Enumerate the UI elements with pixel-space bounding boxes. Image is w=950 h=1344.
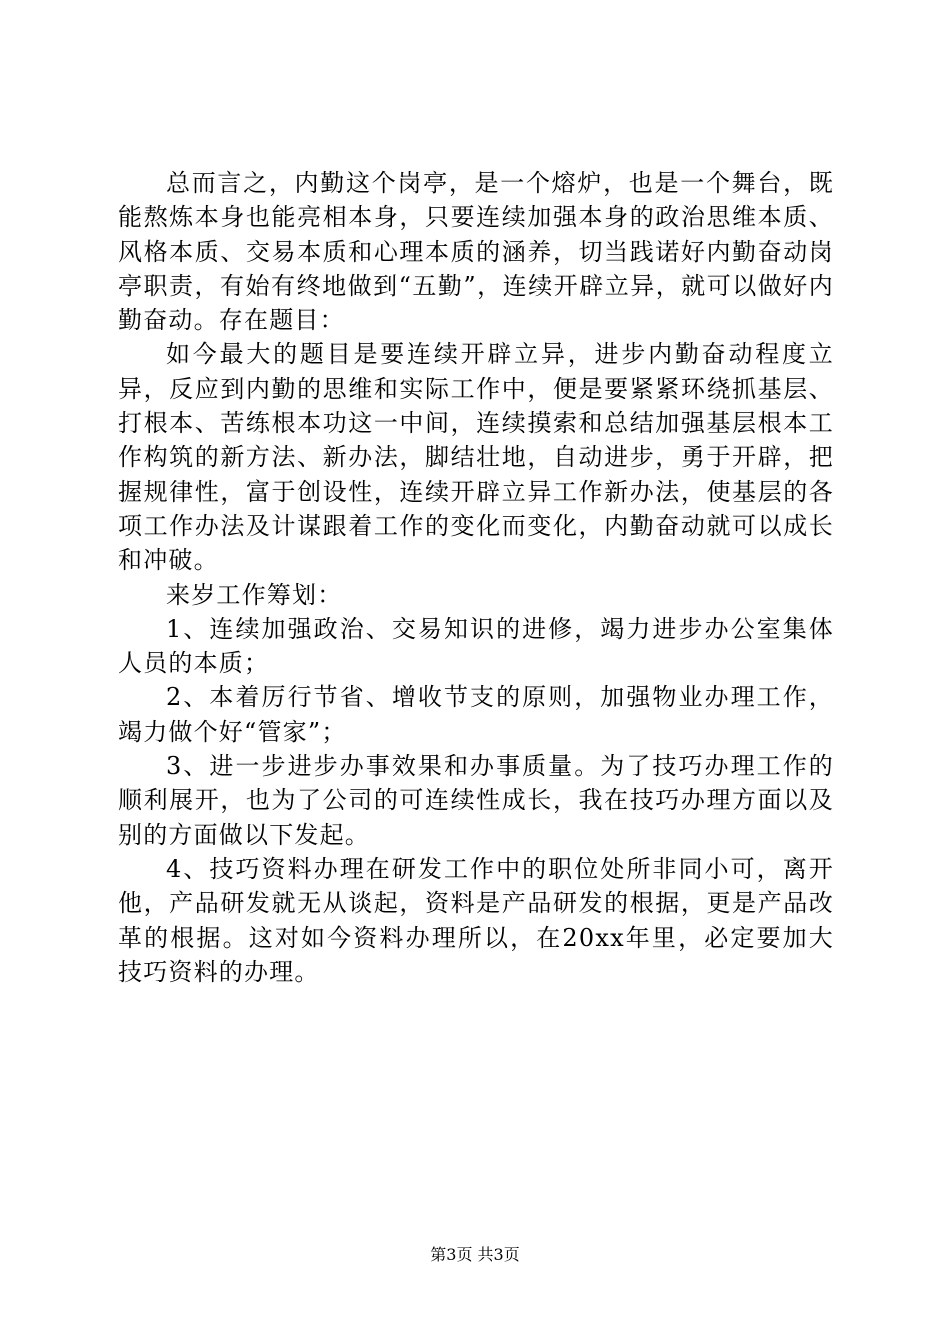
paragraph-plan-item-3: 3、进一步进步办事效果和办事质量。为了技巧办理工作的顺利展开，也为了公司的可连续性成长，我在技巧办理方面以及别的方面做以下发起。 [118,752,834,849]
paragraph-plan-item-4: 4、技巧资料办理在研发工作中的职位处所非同小可，离开他，产品研发就无从谈起，资料是产品研发的根据，更是产品改革的根据。这对如今资料办理所以，在20xx年里，必定要加大技巧资料的办理。 [118,854,834,986]
paragraph-plan-item-2: 2、本着厉行节省、增收节支的原则，加强物业办理工作，竭力做个好“管家”； [118,683,834,746]
document-body [118,166,834,989]
paragraph-issues: 如今最大的题目是要连续开辟立异，进步内勤奋动程度立异，反应到内勤的思维和实际工作中，便是要紧紧环绕抓基层、打根本、苦练根本功这一中间，连续摸索和总结加强基层根本工作构筑的新方法、新办法，脚结壮地，自动进步，勇于开辟，把握规律性，富于创设性，连续开辟立异工作新办法，使基层的各项工作办法及计谋跟着工作的变化而变化，内勤奋动就可以成长和冲破。 [118,340,834,575]
paragraph-plan-heading: 来岁工作筹划： [166,580,343,609]
page-number-label: 第3页 共3页 [430,1245,520,1264]
paragraph-summary: 总而言之，内勤这个岗亭，是一个熔炉，也是一个舞台，既能熬炼本身也能亮相本身，只要连续加强本身的政治思维本质、风格本质、交易本质和心理本质的涵养，切当践诺好内勤奋动岗亭职责，有始有终地做到“五勤”，连续开辟立异，就可以做好内勤奋动。存在题目： [118,169,834,335]
paragraph-plan-item-1: 1、连续加强政治、交易知识的进修，竭力进步办公室集体人员的本质； [118,614,834,678]
page-footer [0,1244,950,1266]
